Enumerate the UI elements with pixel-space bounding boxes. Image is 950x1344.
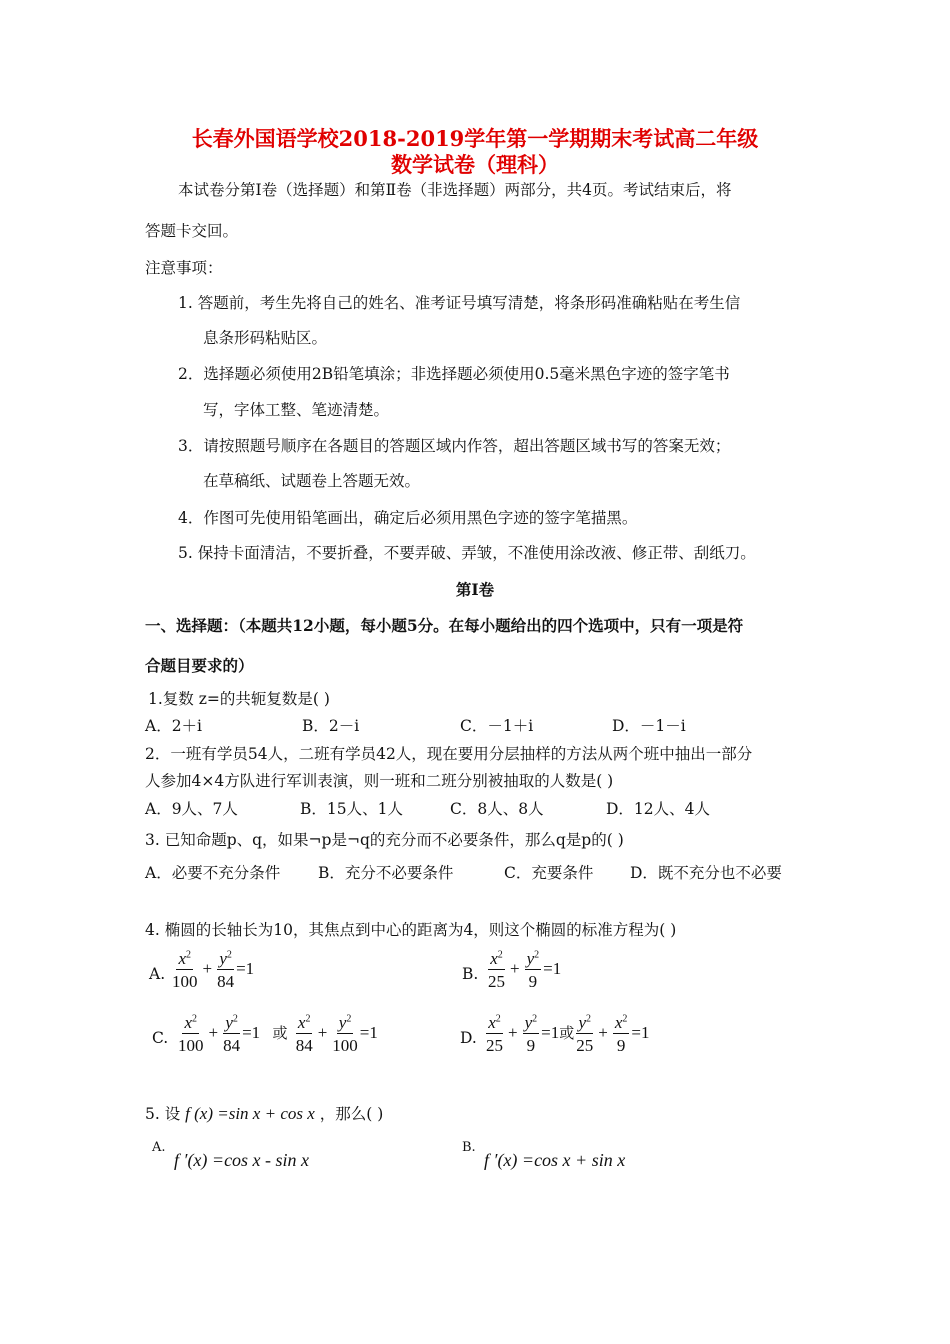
q4-stem: 4. 椭圆的长轴长为10，其焦点到中心的距离为4，则这个椭圆的标准方程为( ) xyxy=(145,921,677,939)
q4-option-a-label: A. xyxy=(149,965,166,983)
q1-option-b: B．2－i xyxy=(302,717,360,735)
q3-option-c: C．充要条件 xyxy=(504,864,594,882)
q2-option-b: B．15人、1人 xyxy=(300,800,403,818)
notes-heading: 注意事项： xyxy=(145,259,223,277)
q2-option-c: C．8人、8人 xyxy=(450,800,544,818)
note-3-line-1: 3．请按照题号顺序在各题目的答题区域内作答，超出答题区域书写的答案无效； xyxy=(178,437,731,455)
note-5: 5. 保持卡面清洁，不要折叠，不要弄破、弄皱，不准使用涂改液、修正带、刮纸刀。 xyxy=(178,544,756,562)
q2-stem-line-1: 2．一班有学员54人，二班有学员42人，现在要用分层抽样的方法从两个班中抽出一部分 xyxy=(145,745,753,763)
q1-option-d: D．－1－i xyxy=(612,717,686,735)
q2-option-d: D．12人、4人 xyxy=(606,800,711,818)
note-2-line-2: 写，字体工整、笔迹清楚。 xyxy=(203,401,390,419)
section-heading-line-2: 合题目要求的） xyxy=(145,656,254,675)
part-label: 第Ⅰ卷 xyxy=(455,580,495,599)
q3-option-b: B．充分不必要条件 xyxy=(318,864,454,882)
note-1-line-2: 息条形码粘贴区。 xyxy=(203,329,328,347)
note-4: 4．作图可先使用铅笔画出，确定后必须用黑色字迹的签字笔描黑。 xyxy=(178,509,638,527)
q4-option-b-label: B. xyxy=(462,965,479,983)
q3-option-d: D．既不充分也不必要 xyxy=(630,864,782,882)
q4-option-d-label: D. xyxy=(460,1029,477,1047)
q4-option-c-equation: $\frac{x^2}{100}$ + $\frac{y^2}{84}$ =1 或 $\frac{x^2}{84}$ + $\frac{y^2}{100}$ =1 xyxy=(178,1013,378,1055)
q3-option-a: A．必要不充分条件 xyxy=(145,864,281,882)
q4-option-c-label: C. xyxy=(152,1029,169,1047)
q5-expression: f (x) =sin x + cos x xyxy=(185,1104,315,1123)
q4-option-b-equation: $\frac{x^2}{25}$ + $\frac{y^2}{9}$ =1 xyxy=(488,949,562,991)
note-2-line-1: 2．选择题必须使用2B铅笔填涂；非选择题必须使用0.5毫米黑色字迹的签字笔书 xyxy=(178,365,730,383)
q5-option-a-label: A. xyxy=(152,1140,166,1155)
q2-stem-line-2: 人参加4×4方队进行军训表演，则一班和二班分别被抽取的人数是( ) xyxy=(145,772,614,790)
q1-option-c: C．－1＋i xyxy=(460,717,534,735)
page-title: 长春外国语学校2018-2019学年第一学期期末考试高二年级 xyxy=(191,126,759,151)
q5-option-b-label: B. xyxy=(462,1140,476,1155)
q3-stem: 3. 已知命题p、q，如果¬p是¬q的充分而不必要条件，那么q是p的( ) xyxy=(145,831,624,849)
q2-option-a: A．9人、7人 xyxy=(145,800,238,818)
q4-option-a-equation: $\frac{x^2}{100}$ + $\frac{y^2}{84}$ =1 xyxy=(172,949,255,991)
q1-option-a: A．2＋i xyxy=(145,717,203,735)
note-1-line-1: 1. 答题前，考生先将自己的姓名、准考证号填写清楚，将条形码准确粘贴在考生信 xyxy=(178,294,741,312)
intro-line-2: 答题卡交回。 xyxy=(145,222,239,240)
note-3-line-2: 在草稿纸、试题卷上答题无效。 xyxy=(203,472,421,490)
q4-option-d-equation: $\frac{x^2}{25}$ + $\frac{y^2}{9}$ =1或 $\frac{y^2}{25}$ + $\frac{x^2}{9}$ =1 xyxy=(486,1013,650,1055)
page-subtitle: 数学试卷（理科） xyxy=(391,152,559,177)
q5-stem: 5. 设 f (x) =sin x + cos x ，那么( ) xyxy=(145,1104,384,1123)
q5-option-b-equation: f ′(x) =cos x + sin x xyxy=(484,1150,626,1170)
q1-stem: 1.复数 z=的共轭复数是( ) xyxy=(148,690,330,708)
intro-line-1: 本试卷分第Ⅰ卷（选择题）和第Ⅱ卷（非选择题）两部分，共4页。考试结束后，将 xyxy=(178,181,732,199)
q5-option-a-equation: f ′(x) =cos x - sin x xyxy=(174,1150,310,1170)
section-heading-line-1: 一、选择题：（本题共12小题，每小题5分。在每小题给出的四个选项中，只有一项是符 xyxy=(145,616,744,635)
